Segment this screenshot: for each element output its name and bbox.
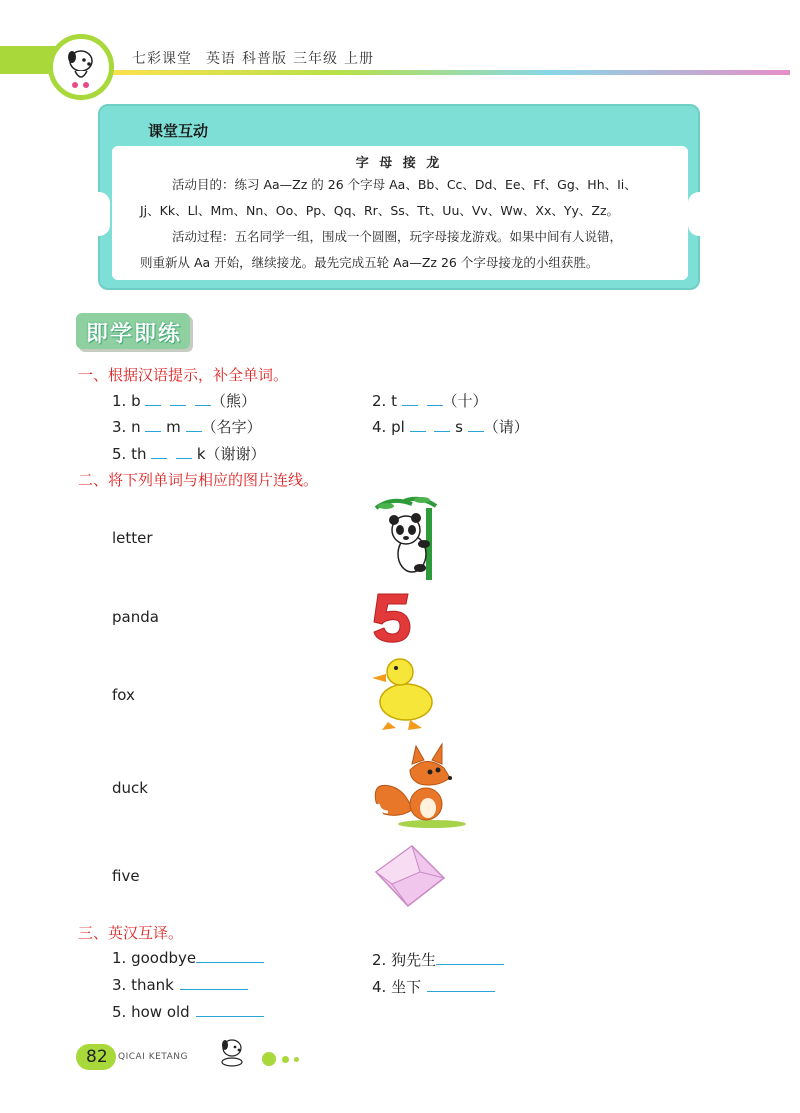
footer-mascot-icon xyxy=(212,1036,252,1068)
q1-item-5-num: 5. xyxy=(112,445,127,463)
answer-blank[interactable] xyxy=(180,977,248,990)
answer-blank[interactable] xyxy=(427,979,495,992)
header-edition: 科普版 xyxy=(242,51,287,67)
blank-field[interactable] xyxy=(410,419,426,432)
blank-field[interactable] xyxy=(434,419,450,432)
q1-item-3-num: 3. xyxy=(112,418,127,436)
activity-purpose-line2: Jj、Kk、Ll、Mm、Nn、Oo、Pp、Qq、Rr、Ss、Tt、Uu、Vv、Ww、Xx、Yy、Zz。 xyxy=(140,203,620,218)
q1-item-3-hint: （名字） xyxy=(201,418,262,436)
q3-item-3-num: 3. xyxy=(112,976,127,994)
q3-item-5 xyxy=(112,1003,264,1021)
match-word-letter[interactable]: letter xyxy=(112,529,153,547)
q1-item-1-hint: （熊） xyxy=(210,392,256,410)
blank-field[interactable] xyxy=(195,393,211,406)
answer-blank[interactable] xyxy=(196,950,264,963)
q2-heading: 二、将下列单词与相应的图片连线。 xyxy=(78,471,319,489)
q1-item-4-part: s xyxy=(455,418,463,436)
match-word-fox[interactable]: fox xyxy=(112,686,135,704)
blank-field[interactable] xyxy=(145,419,161,432)
header-bar xyxy=(0,46,790,74)
blank-field[interactable] xyxy=(170,393,186,406)
q3-item-1-num: 1. xyxy=(112,949,127,967)
number-five-picture[interactable] xyxy=(370,590,414,646)
q1-item-4 xyxy=(372,416,529,437)
q1-heading: 一、根据汉语提示，补全单词。 xyxy=(78,366,289,384)
q3-item-4-num: 4. xyxy=(372,978,387,996)
q1-item-2-hint: （十） xyxy=(442,392,488,410)
q1-item-2-part: t xyxy=(391,392,397,410)
mascot-dog-icon xyxy=(48,34,114,100)
activity-heading: 字 母 接 龙 xyxy=(355,156,443,171)
header-volume: 上册 xyxy=(344,51,374,67)
q3-item-4-text: 坐下 xyxy=(391,978,422,996)
blank-field[interactable] xyxy=(402,393,418,406)
header-subject: 英语 xyxy=(206,51,236,67)
q1-item-4-num: 4. xyxy=(372,418,387,436)
header-rainbow-line xyxy=(100,70,790,75)
blank-field[interactable] xyxy=(145,393,161,406)
q1-item-1-part: b xyxy=(131,392,141,410)
q1-item-5-hint: k（谢谢） xyxy=(196,445,266,463)
activity-title: 课堂互动 xyxy=(148,122,209,140)
q3-item-1 xyxy=(112,949,264,967)
q3-item-4 xyxy=(372,976,495,997)
q1-item-3-part: m xyxy=(166,418,181,436)
q1-item-3-part: n xyxy=(131,418,141,436)
q1-item-3 xyxy=(112,416,262,437)
activity-purpose-line1: 活动目的：练习 Aa—Zz 的 26 个字母 Aa、Bb、Cc、Dd、Ee、Ff、Gg、Hh、Ii、 xyxy=(172,177,637,192)
answer-blank[interactable] xyxy=(196,1004,264,1017)
q1-item-2-num: 2. xyxy=(372,392,387,410)
q3-item-5-text: how old xyxy=(131,1003,190,1021)
activity-process-line2: 则重新从 Aa 开始，继续接龙。最先完成五轮 Aa—Zz 26 个字母接龙的小组获胜。 xyxy=(140,255,599,270)
page-number: 82 xyxy=(86,1047,108,1067)
q3-item-3-text: thank xyxy=(131,976,174,994)
q3-item-2-text: 狗先生 xyxy=(391,951,437,969)
q3-item-2-num: 2. xyxy=(372,951,387,969)
blank-field[interactable] xyxy=(176,446,192,459)
header-series: 七彩课堂 xyxy=(132,51,192,67)
footer-brand: QICAI KETANG xyxy=(118,1052,188,1062)
footer-dot-medium xyxy=(282,1056,289,1063)
activity-notch-right xyxy=(688,192,710,236)
practice-section-tag xyxy=(76,313,190,349)
activity-process-line1: 活动过程：五名同学一组，围成一个圆圈，玩字母接龙游戏。如果中间有人说错， xyxy=(172,229,623,244)
header-title xyxy=(132,48,388,68)
blank-field[interactable] xyxy=(427,393,443,406)
q3-item-3 xyxy=(112,976,248,994)
answer-blank[interactable] xyxy=(436,952,504,965)
practice-section-title: 即学即练 xyxy=(86,322,183,347)
match-word-five[interactable]: five xyxy=(112,867,140,885)
letter-envelope-picture[interactable] xyxy=(372,842,448,910)
blank-field[interactable] xyxy=(186,419,202,432)
match-word-duck[interactable]: duck xyxy=(112,779,148,797)
q1-item-4-part: pl xyxy=(391,418,405,436)
q1-item-1 xyxy=(112,390,256,411)
q1-item-4-hint: （请） xyxy=(483,418,529,436)
q3-item-2 xyxy=(372,949,504,970)
q1-item-5-part: th xyxy=(131,445,147,463)
header-grade: 三年级 xyxy=(293,51,338,67)
q1-item-5 xyxy=(112,443,266,464)
match-word-panda[interactable]: panda xyxy=(112,608,159,626)
blank-field[interactable] xyxy=(468,419,484,432)
activity-notch-left xyxy=(88,192,110,236)
activity-box xyxy=(98,104,700,290)
q1-item-2 xyxy=(372,390,488,411)
q3-item-1-text: goodbye xyxy=(131,949,197,967)
panda-picture[interactable] xyxy=(372,494,444,582)
q1-item-1-num: 1. xyxy=(112,392,127,410)
footer-dot-small xyxy=(294,1057,299,1062)
footer-dot-large xyxy=(262,1052,276,1066)
duck-picture[interactable] xyxy=(370,652,440,732)
q3-item-5-num: 5. xyxy=(112,1003,127,1021)
blank-field[interactable] xyxy=(151,446,167,459)
q3-heading: 三、英汉互译。 xyxy=(78,924,184,942)
fox-picture[interactable] xyxy=(370,740,470,828)
